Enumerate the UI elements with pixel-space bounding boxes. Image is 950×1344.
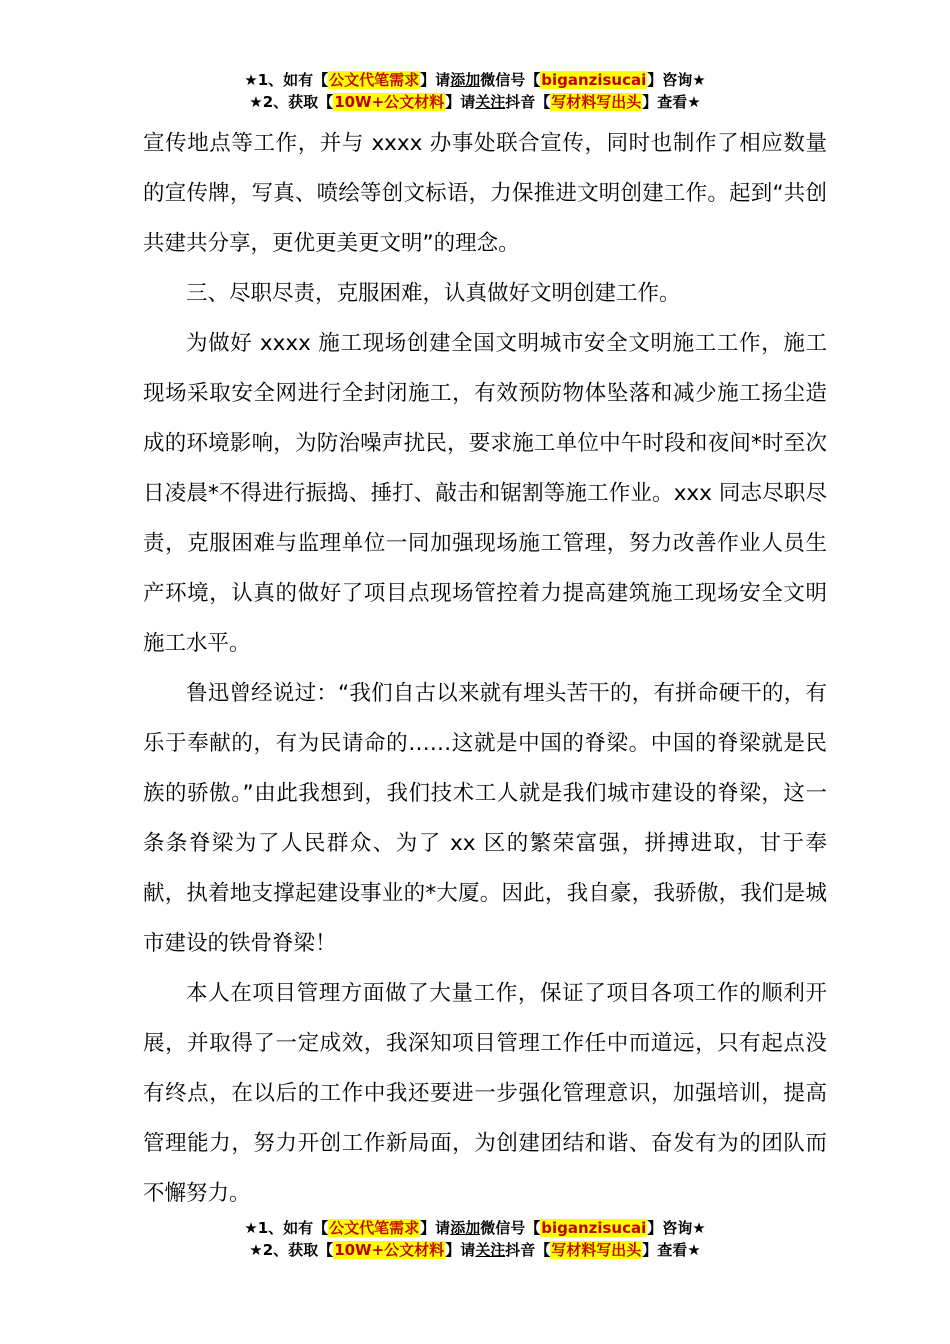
- banner-text: 】请: [420, 1219, 451, 1237]
- header-banner: [0, 69, 950, 113]
- banner-text: 】咨询★: [647, 71, 706, 89]
- banner-line-1: [0, 1217, 950, 1239]
- banner-text: ★2、获取【: [249, 1241, 334, 1259]
- section-heading: 三、尽职尽责，克服困难，认真做好文明创建工作。: [186, 281, 681, 306]
- paragraph: 宣传地点等工作，并与 xxxx 办事处联合宣传，同时也制作了相应数量的宣传牌，写真、喷绘等创文标语，力保推进文明创建工作。起到“共创共建共分享，更优更美更文明”的理念。: [143, 131, 827, 256]
- banner-underline: 关注: [475, 93, 506, 111]
- banner-text: 】请: [420, 71, 451, 89]
- paragraph: 鲁迅曾经说过：“我们自古以来就有埋头苦干的，有拼命硬干的，有乐于奉献的，有为民请命的……这就是中国的脊梁。中国的脊梁就是民族的骄傲。”由此我想到，我们技术工人就是我们城市建设的脊梁，这一条条脊梁为了人民群众、为了 xx 区的繁荣富强，拼搏进取，甘于奉献，执着地支撑起建设事业的*大厦。因此，我自豪，我骄傲，我们是城市建设的铁骨脊梁！: [143, 681, 827, 956]
- paragraph: 为做好 xxxx 施工现场创建全国文明城市安全文明施工工作，施工现场采取安全网进行全封闭施工，有效预防物体坠落和减少施工扬尘造成的环境影响，为防治噪声扰民，要求施工单位中午时段和夜间*时至次日凌晨*不得进行振捣、捶打、敲击和锯割等施工作业。xxx 同志尽职尽责，克服困难与监理单位一同加强现场施工管理，努力改善作业人员生产环境，认真的做好了项目点现场管控着力提高建筑施工现场安全文明施工水平。: [143, 331, 827, 656]
- banner-highlight: biganzisucai: [541, 71, 647, 89]
- banner-highlight: 10W+公文材料: [334, 1241, 445, 1259]
- banner-text: 抖音【: [505, 93, 551, 111]
- banner-text: 】咨询★: [647, 1219, 706, 1237]
- banner-underline: 添加: [450, 71, 481, 89]
- banner-line-2: [0, 1239, 950, 1261]
- banner-underline: 添加: [450, 1219, 481, 1237]
- banner-text: 】请: [445, 93, 476, 111]
- banner-text: ★1、如有【: [244, 71, 329, 89]
- banner-highlight: biganzisucai: [541, 1219, 647, 1237]
- banner-line-1: [0, 69, 950, 91]
- banner-text: ★1、如有【: [244, 1219, 329, 1237]
- banner-highlight: 公文代笔需求: [329, 71, 420, 89]
- footer-banner: [0, 1217, 950, 1261]
- banner-highlight: 写材料写出头: [551, 1241, 642, 1259]
- document-body: [143, 119, 827, 1219]
- banner-text: 】请: [445, 1241, 476, 1259]
- banner-text: 】查看★: [642, 1241, 701, 1259]
- banner-text: ★2、获取【: [249, 93, 334, 111]
- banner-underline: 关注: [475, 1241, 506, 1259]
- banner-text: 微信号【: [480, 71, 541, 89]
- banner-text: 】查看★: [642, 93, 701, 111]
- banner-highlight: 10W+公文材料: [334, 93, 445, 111]
- paragraph: 本人在项目管理方面做了大量工作，保证了项目各项工作的顺利开展，并取得了一定成效，我深知项目管理工作任中而道远，只有起点没有终点，在以后的工作中我还要进一步强化管理意识，加强培训，提高管理能力，努力开创工作新局面，为创建团结和谐、奋发有为的团队而不懈努力。: [143, 981, 827, 1206]
- banner-text: 微信号【: [480, 1219, 541, 1237]
- banner-highlight: 公文代笔需求: [329, 1219, 420, 1237]
- banner-highlight: 写材料写出头: [551, 93, 642, 111]
- banner-text: 抖音【: [505, 1241, 551, 1259]
- banner-line-2: [0, 91, 950, 113]
